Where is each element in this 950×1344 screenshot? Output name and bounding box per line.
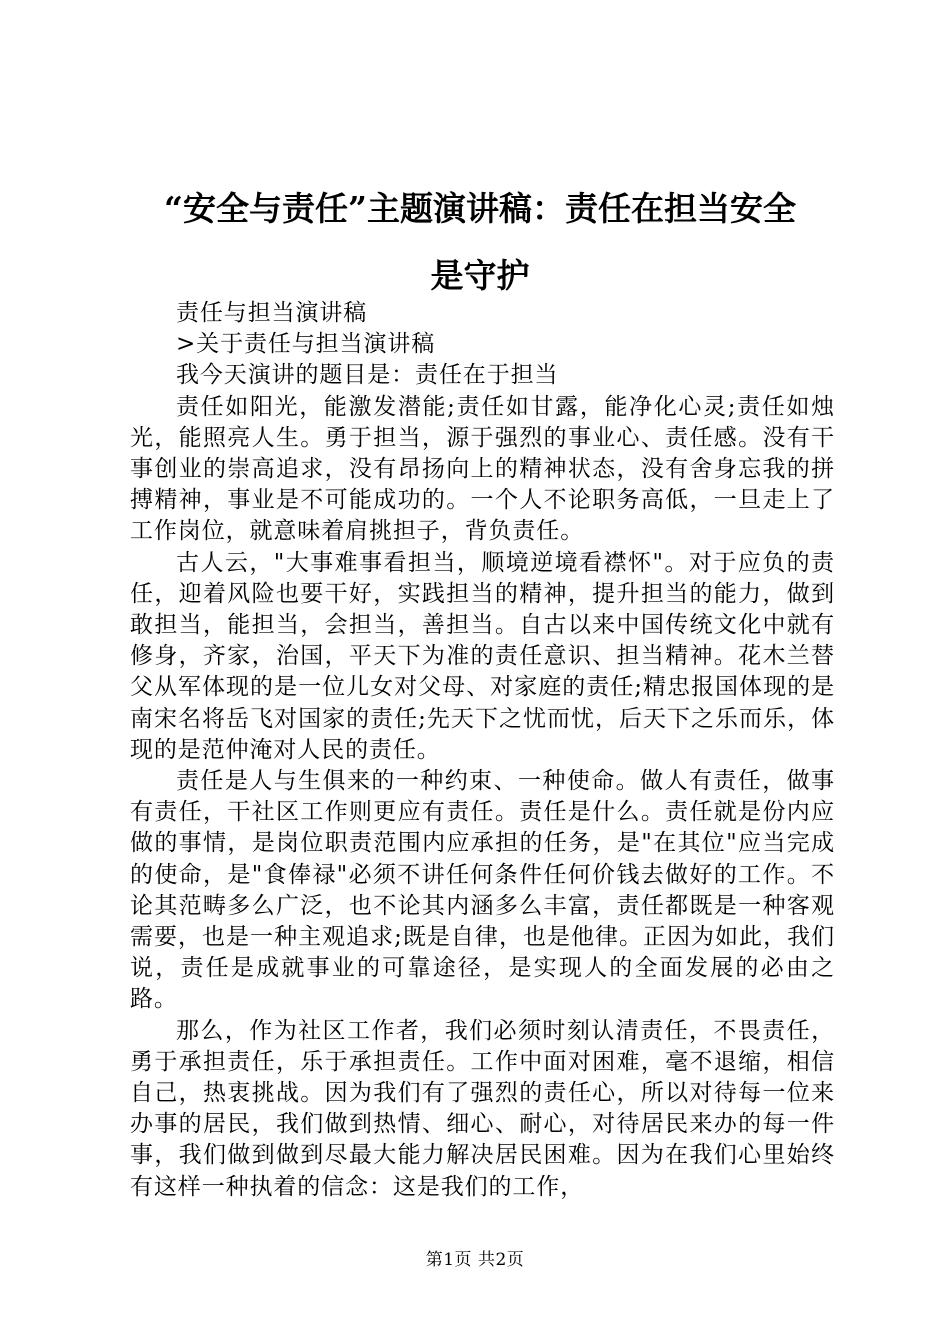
body-paragraph: 那么，作为社区工作者，我们必须时刻认清责任，不畏责任，勇于承担责任，乐于承担责任。工作中面对困难，毫不退缩，相信自己，热衷挑战。因为我们有了强烈的责任心，所以对待每一位来办事的居民，我们做到热情、细心、耐心，对待居民来办的每一件事，我们做到做到尽最大能力解决居民困难。因为在我们心里始终有这样一种执着的信念：这是我们的工作， <box>130 1017 835 1200</box>
document-body <box>130 298 835 1203</box>
document-title-line-1: “安全与责任”主题演讲稿：责任在担当安全 <box>164 189 796 228</box>
paragraph-topic: 我今天演讲的题目是：责任在于担当 <box>176 362 559 389</box>
paragraph-subtitle: 责任与担当演讲稿 <box>176 300 368 326</box>
document-title-line-2: 是守护 <box>430 256 530 295</box>
paragraph-related-link: >关于责任与担当演讲稿 <box>176 331 436 358</box>
body-paragraph: 责任如阳光，能激发潜能;责任如甘露，能净化心灵;责任如烛光，能照亮人生。勇于担当，源于强烈的事业心、责任感。没有干事创业的崇高追求，没有昂扬向上的精神状态，没有舍身忘我的拼搏精神，事业是不可能成功的。一个人不论职务高低，一旦走上了工作岗位，就意味着肩挑担子，背负责任。 <box>130 393 835 545</box>
body-paragraph: 责任是人与生俱来的一种约束、一种使命。做人有责任，做事有责任，干社区工作则更应有责任。责任是什么。责任就是份内应做的事情，是岗位职责范围内应承担的任务，是"在其位"应当完成的使命，是"食俸禄"必须不讲任何条件任何价钱去做好的工作。不论其范畴多么广泛，也不论其内涵多么丰富，责任都既是一种客观需要，也是一种主观追求;既是自律，也是他律。正因为如此，我们说，责任是成就事业的可靠途径，是实现人的全面发展的必由之路。 <box>130 768 835 1013</box>
page-number-footer: 第1页 共2页 <box>425 1250 525 1270</box>
body-paragraph: 古人云，"大事难事看担当，顺境逆境看襟怀"。对于应负的责任，迎着风险也要干好，实践担当的精神，提升担当的能力，做到敢担当，能担当，会担当，善担当。自古以来中国传统文化中就有修身，齐家，治国，平天下为准的责任意识、担当精神。花木兰替父从军体现的是一位儿女对父母、对家庭的责任;精忠报国体现的是南宋名将岳飞对国家的责任;先天下之忧而忧，后天下之乐而乐，体现的是范仲淹对人民的责任。 <box>130 549 835 763</box>
